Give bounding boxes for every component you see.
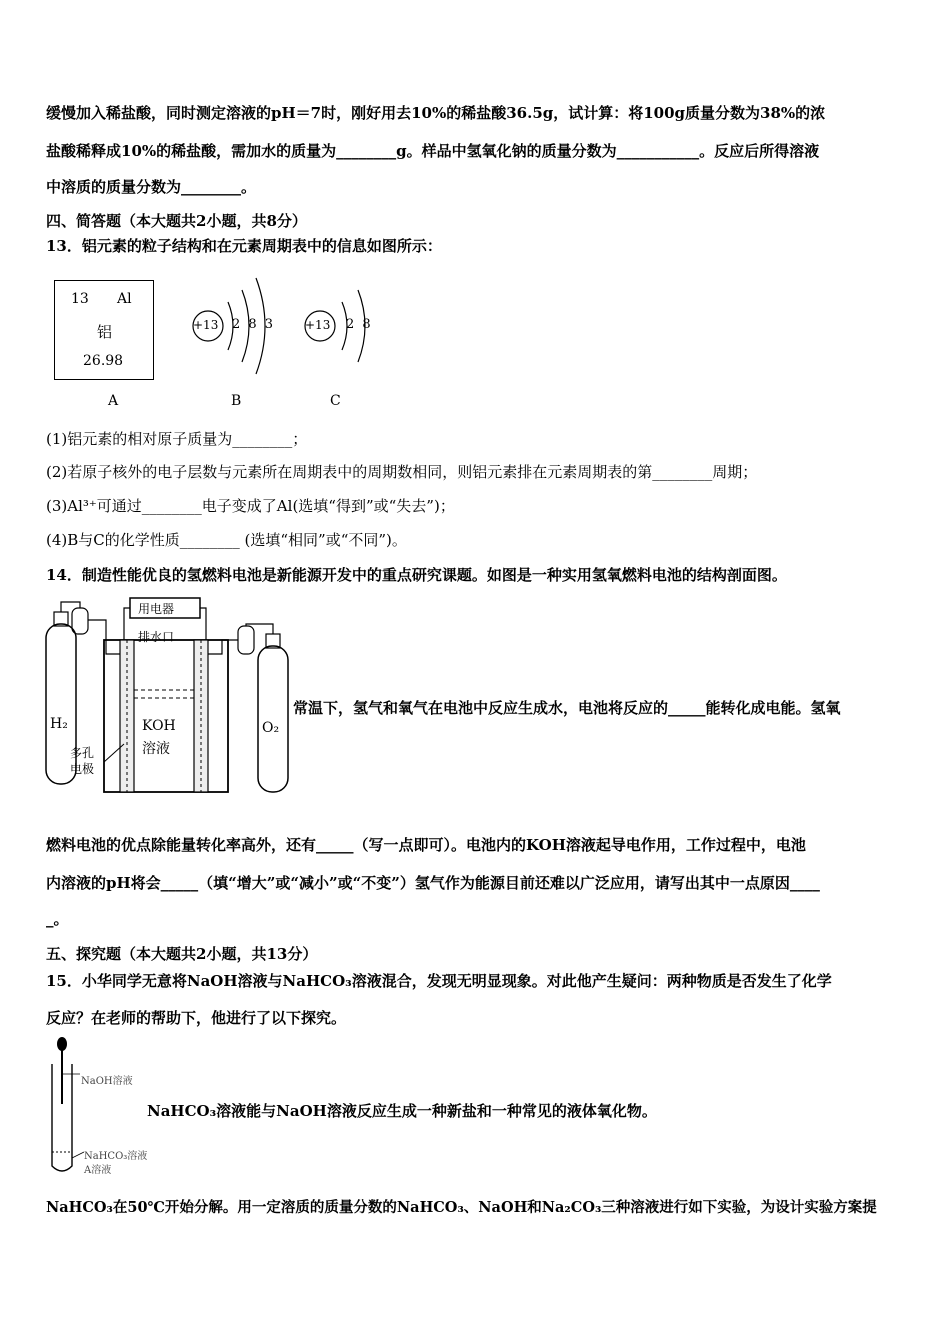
q14-line-c: _。: [46, 910, 69, 928]
q13-part-3: (3)Al³⁺可通过________电子变成了Al(选填“得到”或“失去”)；: [46, 497, 455, 515]
q14-side-text: 常温下，氢气和氧气在电池中反应生成水，电池将反应的_____能转化成电能。氢氧: [293, 699, 841, 717]
electrode-label-2: 电极: [70, 762, 95, 776]
q14-line-b: 内溶液的pH将会_____（填“增大”或“减小”或“不变”）氢气作为能源目前还难以广泛应用，请写出其中一点原因____: [46, 874, 820, 892]
naoh-label: NaOH溶液: [81, 1076, 133, 1087]
element-name: 铝: [97, 323, 113, 341]
section-4-heading: 四、简答题（本大题共2小题，共8分）: [46, 212, 307, 230]
nahco3-label: NaHCO₃溶液: [84, 1151, 148, 1162]
shells-c: 2 8: [346, 317, 373, 332]
nucleus-c: +13: [305, 318, 331, 332]
a-solution-label: A溶液: [84, 1165, 112, 1176]
o2-label: O₂: [262, 720, 280, 736]
label-b: B: [231, 393, 242, 409]
electrode-label-1: 多孔: [70, 746, 95, 760]
q13-part-1: (1)铝元素的相对原子质量为________；: [46, 430, 308, 448]
question-13: 13．铝元素的粒子结构和在元素周期表中的信息如图所示：: [46, 237, 442, 255]
atomic-mass: 26.98: [83, 353, 124, 369]
atomic-number: 13: [71, 291, 89, 307]
text-line-3: 中溶质的质量分数为________。: [46, 178, 257, 196]
label-a: A: [108, 393, 119, 409]
question-14: 14．制造性能优良的氢燃料电池是新能源开发中的重点研究课题。如图是一种实用氢氧燃料电池的结构剖面图。: [46, 566, 787, 584]
text-line-1: 缓慢加入稀盐酸，同时测定溶液的pH＝7时，刚好用去10%的稀盐酸36.5g，试计算：将100g质量分数为38%的浓: [46, 104, 826, 122]
periodic-cell-al: [54, 280, 154, 380]
text-line-2: 盐酸稀释成10%的稀盐酸，需加水的质量为________g。样品中氢氧化钠的质量分数为___________。反应后所得溶液: [46, 142, 820, 160]
q13-part-2: (2)若原子核外的电子层数与元素所在周期表中的周期数相同，则铝元素排在元素周期表的第________周期；: [46, 463, 758, 481]
q15-side-text: NaHCO₃溶液能与NaOH溶液反应生成一种新盐和一种常见的液体氧化物。: [147, 1102, 657, 1120]
q15-line-c: NaHCO₃在50℃开始分解。用一定溶质的质量分数的NaHCO₃、NaOH和Na₂CO₃三种溶液进行如下实验，为设计实验方案提: [46, 1199, 877, 1216]
shells-b: 2 8 3: [232, 317, 276, 332]
solution-label: 溶液: [142, 741, 170, 757]
question-15: 15．小华同学无意将NaOH溶液与NaHCO₃溶液混合，发现无明显现象。对此他产生疑问：两种物质是否发生了化学: [46, 972, 832, 990]
nucleus-b: +13: [193, 318, 219, 332]
koh-label: KOH: [142, 718, 176, 734]
label-c: C: [330, 393, 341, 409]
section-5-heading: 五、探究题（本大题共2小题，共13分）: [46, 945, 318, 963]
q15-line-b: 反应？在老师的帮助下，他进行了以下探究。: [46, 1009, 347, 1027]
q14-line-a: 燃料电池的优点除能量转化率高外，还有_____（写一点即可）。电池内的KOH溶液起导电作用，工作过程中，电池: [46, 836, 806, 854]
drain-label: 排水口: [138, 630, 175, 644]
element-symbol: Al: [117, 291, 132, 307]
q13-part-4: (4)B与C的化学性质________ (选填“相同”或“不同”)。: [46, 531, 407, 549]
device-label: 用电器: [138, 602, 175, 616]
h2-label: H₂: [50, 716, 68, 732]
